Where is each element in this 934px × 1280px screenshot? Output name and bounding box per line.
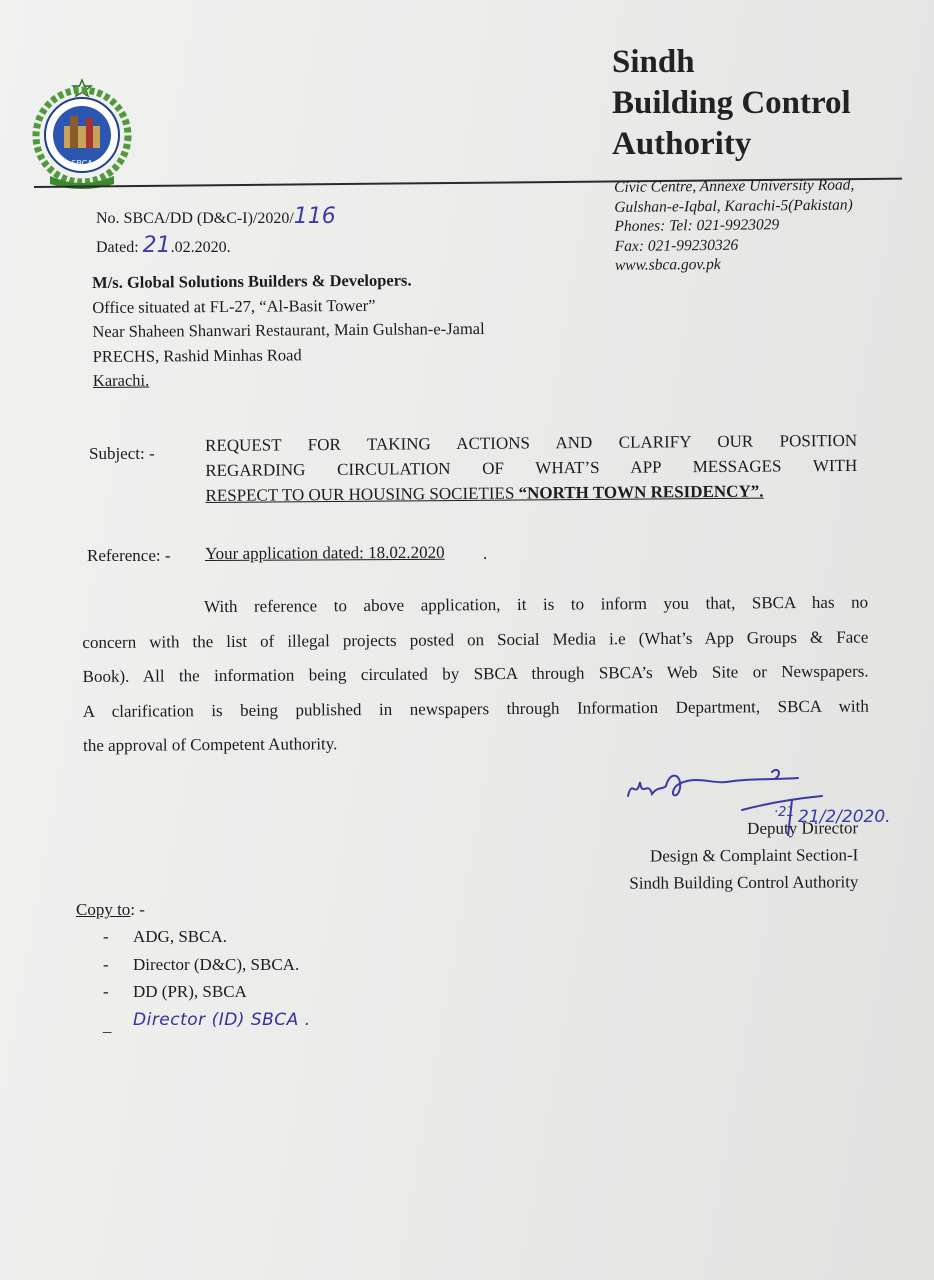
copy-item-handwritten-text: Director (ID) SBCA .: [133, 1009, 311, 1030]
svg-text:·21: ·21: [774, 805, 795, 820]
addressee-name: M/s. Global Solutions Builders & Developers.: [92, 270, 412, 292]
ref-number-handwritten: 116: [293, 204, 336, 229]
org-name-line-3: Authority: [612, 126, 752, 162]
contact-line-website: www.sbca.gov.pk: [614, 255, 721, 274]
body-line-5: the approval of Competent Authority.: [83, 734, 338, 755]
addressee-line-3: PRECHS, Rashid Minhas Road: [92, 344, 302, 366]
reference-value: [205, 543, 445, 564]
body-line-1: With reference to above application, it is to inform you that, SBCA has no: [204, 592, 869, 617]
org-name-line-2: Building Control: [612, 85, 851, 121]
reference-label: Reference: -: [87, 546, 171, 565]
signatory-section: Design & Complaint Section-I: [649, 845, 859, 866]
logo-text: SBCA: [71, 159, 93, 168]
copy-to-suffix: : -: [130, 900, 145, 919]
contact-line-phone: Phones: Tel: 021-9923029: [614, 216, 780, 235]
copy-item-text: ADG, SBCA.: [133, 927, 227, 946]
copy-item: - Director (D&C), SBCA.: [103, 954, 300, 974]
body-line-4: A clarification is being published in newspapers through Information Department, SBCA with: [82, 696, 869, 721]
subject-line-3-prefix: RESPECT TO OUR HOUSING SOCIETIES: [205, 483, 519, 505]
body-line-2: concern with the list of illegal projects posted on Social Media i.e (What’s App Groups & Face: [82, 627, 869, 652]
reference-tail: .: [483, 544, 488, 563]
addressee-block: [92, 268, 485, 394]
subject-line-1: REQUEST FOR TAKING ACTIONS AND CLARIFY OUR POSITION: [205, 430, 858, 455]
addressee-line-2: Near Shaheen Shanwari Restaurant, Main Gulshan-e-Jamal: [92, 318, 485, 341]
dated-label: Dated:: [96, 239, 139, 256]
copy-to-label: [76, 900, 145, 920]
copy-item-text: DD (PR), SBCA: [133, 982, 247, 1001]
org-name-line-1: Sindh: [612, 44, 695, 80]
letter-reference: [96, 203, 336, 261]
copy-to-label-text: Copy to: [76, 900, 131, 919]
addressee-city: Karachi.: [92, 370, 150, 390]
subject-label: Subject: -: [89, 444, 155, 463]
copy-item: - DD (PR), SBCA: [103, 982, 247, 1001]
body-line-3: Book). All the information being circulated by SBCA through SBCA’s Web Site or Newspapers.: [82, 661, 869, 686]
subject-line-2: REGARDING CIRCULATION OF WHAT’S APP MESSAGES WITH: [205, 455, 858, 480]
addressee-line-1: Office situated at FL-27, “Al-Basit Tower”: [92, 295, 376, 317]
signatory-title: Deputy Director: [747, 818, 859, 838]
signature-date: 21/2/2020.: [798, 807, 891, 827]
copy-item-handwritten: _ Director (ID) SBCA .: [103, 1009, 311, 1035]
sbca-logo: [28, 78, 136, 190]
copy-to-list: [103, 923, 311, 1034]
subject-project-name: “NORTH TOWN RESIDENCY”.: [518, 481, 764, 503]
reference-value-text: Your application dated: 18.02.2020: [205, 542, 445, 563]
contact-line-fax: Fax: 021-99230326: [614, 236, 739, 255]
ref-number-prefix: No. SBCA/DD (D&C-I)/2020/: [96, 210, 294, 227]
signatory-organization: Sindh Building Control Authority: [629, 872, 859, 893]
contact-block: [614, 175, 855, 275]
copy-item: - ADG, SBCA.: [103, 927, 227, 946]
signatory-block: [578, 814, 858, 897]
letter-body: [82, 586, 869, 764]
contact-line-address-2: Gulshan-e-Iqbal, Karachi-5(Pakistan): [614, 196, 853, 216]
subject-text: [205, 428, 858, 508]
contact-line-address-1: Civic Centre, Annexe University Road,: [614, 176, 855, 196]
subject-line-3: [205, 478, 857, 508]
dated-handwritten: 21: [142, 233, 171, 258]
copy-item-text: Director (D&C), SBCA.: [133, 954, 300, 974]
dated-suffix: .02.2020.: [170, 239, 231, 256]
organization-name: [612, 42, 851, 165]
